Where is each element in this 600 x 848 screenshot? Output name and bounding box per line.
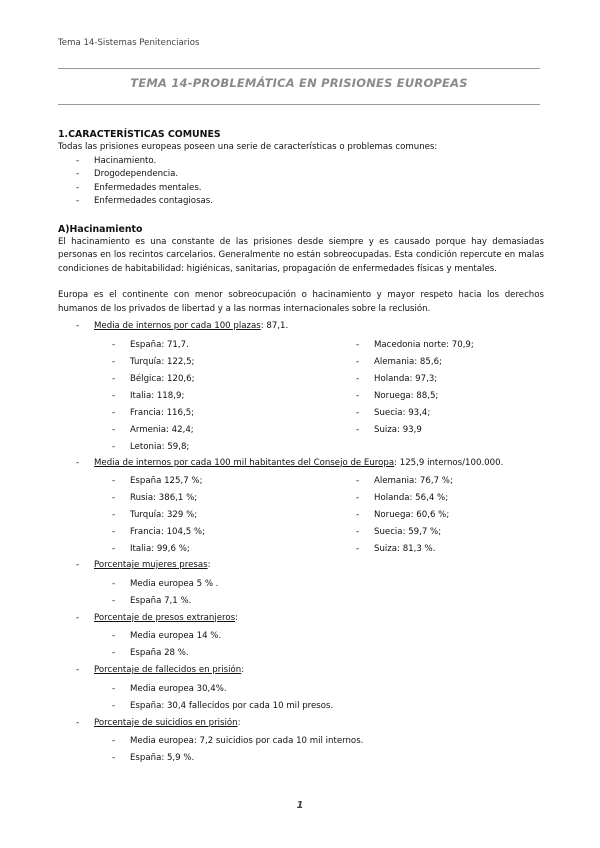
list-item: - Alemania: 85,6;: [320, 354, 474, 371]
percentage-block-fallecidos: [58, 664, 544, 715]
stat-label: Porcentaje mujeres presas: [94, 560, 208, 570]
title-top-rule: [58, 68, 540, 69]
section-intro: Todas las prisiones europeas poseen una serie de características o problemas comunes:: [58, 142, 438, 152]
stat-colon: :: [235, 612, 238, 623]
list-item: - Turquía: 329 %;: [58, 507, 320, 524]
list-item: - Francia: 116,5;: [58, 405, 320, 422]
list-item: - Suiza: 93,9: [320, 422, 474, 439]
characteristics-list: [58, 155, 544, 209]
list-item: - Holanda: 97,3;: [320, 371, 474, 388]
list-item: - España 28 %.: [58, 645, 544, 662]
stat-label: Porcentaje de presos extranjeros: [94, 612, 236, 623]
sub-list: [58, 681, 544, 715]
plazas-left-column: [58, 337, 320, 456]
page-title: TEMA 14-PROBLEMÁTICA EN PRISIONES EUROPEAS: [130, 76, 468, 90]
page-number: 1: [296, 800, 304, 811]
stat-colon: :: [207, 560, 211, 570]
document-body: [58, 128, 544, 769]
stat-colon: :: [237, 717, 241, 728]
list-item: - Media europea: 7,2 suicidios por cada 10 mil internos.: [58, 733, 544, 750]
list-item: - Enfermedades mentales.: [58, 182, 544, 196]
stat-block-plazas: [58, 320, 544, 334]
list-item: - Drogodependencia.: [58, 168, 544, 182]
list-item: - Italia: 99,6 %;: [58, 541, 320, 558]
statistics-list: [58, 457, 544, 471]
list-item: - Francia: 104,5 %;: [58, 524, 320, 541]
list-item: - Armenia: 42,4;: [58, 422, 320, 439]
list-item: - Turquía: 122,5;: [58, 354, 320, 371]
list-item: - Suecia: 93,4;: [320, 405, 474, 422]
sub-list: [58, 628, 544, 662]
percentages-list: [58, 559, 544, 767]
habitantes-columns: [58, 473, 544, 558]
list-item: - Noruega: 60,6 %;: [320, 507, 453, 524]
percentage-block-extranjeros: [58, 612, 544, 663]
list-item: - Media europea 14 %.: [58, 628, 544, 645]
stat-colon: :: [241, 665, 245, 675]
stat-label: Media de internos por cada 100 plazas: [94, 321, 261, 331]
list-item: - Italia: 118,9;: [58, 388, 320, 405]
sub-list: [58, 733, 544, 767]
stat-value: : 87,1.: [260, 321, 289, 331]
plazas-right-column: [320, 337, 474, 456]
paragraph: El hacinamiento es una constante de las prisiones desde siempre y es causado porque hay demasiadas personas en los recintos carcelarios. Generalmente no están sobreocupadas. Esta condición repercute en malas condiciones de habitabilidad: higiénicas, sanitarias, propagación de enfermedades físicas y mentales.: [58, 236, 544, 274]
list-item: - Alemania: 76,7 %;: [320, 473, 453, 490]
stat-block-habitantes: [58, 457, 544, 471]
percentage-block-mujeres: [58, 559, 544, 610]
list-item: - Bélgica: 120,6;: [58, 371, 320, 388]
habitantes-right-column: [320, 473, 453, 558]
statistics-list: [58, 320, 544, 334]
list-item: - Media europea 30,4%.: [58, 681, 544, 698]
sub-list: [58, 576, 544, 610]
paragraph: Europa es el continente con menor sobreocupación o hacinamiento y mayor respeto hacia los derechos humanos de los privados de libertad y a las normas internacionales sobre la reclusión.: [58, 290, 544, 314]
stat-label: Media de internos por cada 100 mil habitantes del Consejo de Europa: [94, 457, 395, 468]
habitantes-left-column: [58, 473, 320, 558]
list-item: - España 7,1 %.: [58, 593, 544, 610]
title-bottom-rule: [58, 104, 540, 105]
list-item: - Noruega: 88,5;: [320, 388, 474, 405]
plazas-columns: [58, 337, 544, 456]
section-heading-hacinamiento: A)Hacinamiento: [58, 223, 143, 235]
list-item: - Enfermedades contagiosas.: [58, 195, 544, 209]
list-item: - España: 71,7.: [58, 337, 320, 354]
list-item: - Rusia: 386,1 %;: [58, 490, 320, 507]
list-item: - Letonia: 59,8;: [58, 439, 320, 456]
stat-value: : 125,9 internos/100.000.: [394, 457, 504, 468]
list-item: - Suiza: 81,3 %.: [320, 541, 453, 558]
list-item: - Holanda: 56,4 %;: [320, 490, 453, 507]
stat-label: Porcentaje de fallecidos en prisión: [94, 665, 242, 675]
list-item: - Media europea 5 % .: [58, 576, 544, 593]
list-item: - Hacinamiento.: [58, 155, 544, 169]
list-item: - Macedonia norte: 70,9;: [320, 337, 474, 354]
list-item: - España 125,7 %;: [58, 473, 320, 490]
stat-label: Porcentaje de suicidios en prisión: [94, 717, 238, 728]
list-item: - España: 30,4 fallecidos por cada 10 mil presos.: [58, 698, 544, 715]
list-item: - Suecia: 59,7 %;: [320, 524, 453, 541]
section-heading-caracteristicas: 1.CARACTERÍSTICAS COMUNES: [58, 129, 221, 140]
running-header: Tema 14-Sistemas Penitenciarios: [58, 38, 200, 48]
list-item: - España: 5,9 %.: [58, 750, 544, 767]
percentage-block-suicidios: [58, 717, 544, 768]
